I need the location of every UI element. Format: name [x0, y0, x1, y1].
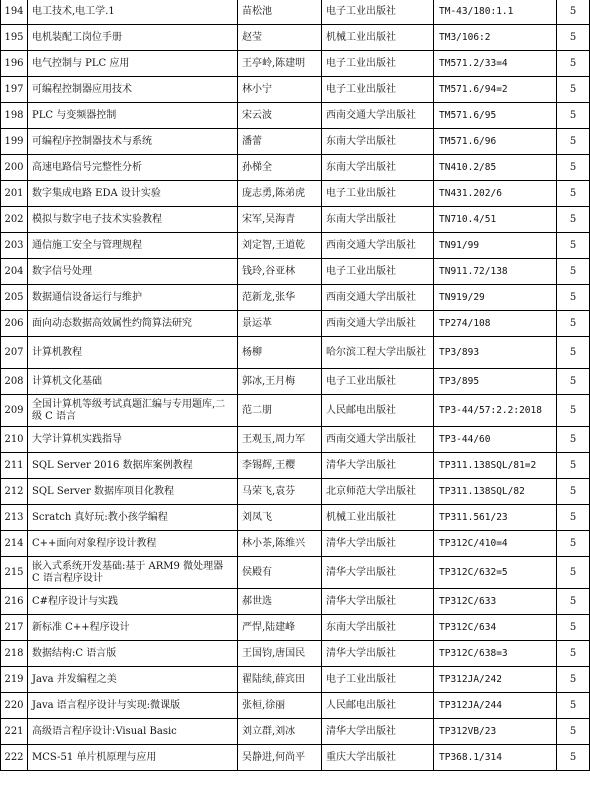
- publisher-cell: 西南交通大学出版社: [322, 427, 434, 453]
- publisher-cell: 电子工业出版社: [322, 259, 434, 285]
- table-row: [1, 369, 590, 395]
- copies-cell: 5: [557, 337, 590, 369]
- publisher-cell: 清华大学出版社: [322, 641, 434, 667]
- call-number-cell: TM571.6/96: [434, 129, 557, 155]
- book-title-cell: 模拟与数字电子技术实验教程: [28, 207, 238, 233]
- author-cell: 郭冰,王月梅: [238, 369, 322, 395]
- author-cell: 林小宁: [238, 77, 322, 103]
- table-row: [1, 25, 590, 51]
- publisher-cell: 西南交通大学出版社: [322, 285, 434, 311]
- author-cell: 郝世选: [238, 589, 322, 615]
- table-row: [1, 557, 590, 589]
- author-cell: 宋军,吴海青: [238, 207, 322, 233]
- author-cell: 张桓,徐丽: [238, 693, 322, 719]
- table-row: [1, 531, 590, 557]
- book-title-cell: 数字集成电路 EDA 设计实验: [28, 181, 238, 207]
- publisher-cell: 东南大学出版社: [322, 615, 434, 641]
- author-cell: 马荣飞,袁芬: [238, 479, 322, 505]
- call-number-cell: TP3-44/60: [434, 427, 557, 453]
- publisher-cell: 电子工业出版社: [322, 181, 434, 207]
- author-cell: 吴静进,何尚平: [238, 745, 322, 771]
- author-cell: 刘立群,刘冰: [238, 719, 322, 745]
- author-cell: 王观玉,周力军: [238, 427, 322, 453]
- row-number-cell: 205: [1, 285, 28, 311]
- book-title-cell: C++面向对象程序设计教程: [28, 531, 238, 557]
- copies-cell: 5: [557, 0, 590, 25]
- author-cell: 钱玲,谷亚林: [238, 259, 322, 285]
- publisher-cell: 电子工业出版社: [322, 667, 434, 693]
- copies-cell: 5: [557, 285, 590, 311]
- book-title-cell: 电工技术,电工学.1: [28, 0, 238, 25]
- row-number-cell: 202: [1, 207, 28, 233]
- copies-cell: 5: [557, 667, 590, 693]
- call-number-cell: TN919/29: [434, 285, 557, 311]
- call-number-cell: TM571.2/33=4: [434, 51, 557, 77]
- book-title-cell: Java 语言程序设计与实现:微课版: [28, 693, 238, 719]
- call-number-cell: TP312C/410=4: [434, 531, 557, 557]
- author-cell: 王亭岭,陈建明: [238, 51, 322, 77]
- row-number-cell: 217: [1, 615, 28, 641]
- table-row: [1, 51, 590, 77]
- table-row: [1, 181, 590, 207]
- author-cell: 孙梯全: [238, 155, 322, 181]
- table-row: [1, 0, 590, 25]
- call-number-cell: TP311.561/23: [434, 505, 557, 531]
- row-number-cell: 206: [1, 311, 28, 337]
- publisher-cell: 机械工业出版社: [322, 505, 434, 531]
- author-cell: 林小茶,陈维兴: [238, 531, 322, 557]
- copies-cell: 5: [557, 129, 590, 155]
- row-number-cell: 195: [1, 25, 28, 51]
- table-row: [1, 129, 590, 155]
- row-number-cell: 215: [1, 557, 28, 589]
- book-title-cell: 计算机教程: [28, 337, 238, 369]
- table-row: [1, 719, 590, 745]
- call-number-cell: TP312JA/242: [434, 667, 557, 693]
- publisher-cell: 西南交通大学出版社: [322, 233, 434, 259]
- row-number-cell: 208: [1, 369, 28, 395]
- publisher-cell: 机械工业出版社: [322, 25, 434, 51]
- publisher-cell: 清华大学出版社: [322, 719, 434, 745]
- call-number-cell: TP312C/633: [434, 589, 557, 615]
- publisher-cell: 哈尔滨工程大学出版社: [322, 337, 434, 369]
- row-number-cell: 221: [1, 719, 28, 745]
- copies-cell: 5: [557, 51, 590, 77]
- call-number-cell: TP3-44/57:2.2:2018: [434, 395, 557, 427]
- copies-cell: 5: [557, 395, 590, 427]
- copies-cell: 5: [557, 155, 590, 181]
- copies-cell: 5: [557, 719, 590, 745]
- table-row: [1, 233, 590, 259]
- copies-cell: 5: [557, 615, 590, 641]
- author-cell: 景运革: [238, 311, 322, 337]
- row-number-cell: 209: [1, 395, 28, 427]
- book-title-cell: C#程序设计与实践: [28, 589, 238, 615]
- publisher-cell: 清华大学出版社: [322, 557, 434, 589]
- copies-cell: 5: [557, 25, 590, 51]
- book-title-cell: MCS-51 单片机原理与应用: [28, 745, 238, 771]
- row-number-cell: 211: [1, 453, 28, 479]
- book-title-cell: 电机装配工岗位手册: [28, 25, 238, 51]
- author-cell: 刘定智,王道乾: [238, 233, 322, 259]
- row-number-cell: 222: [1, 745, 28, 771]
- copies-cell: 5: [557, 531, 590, 557]
- book-title-cell: 可编程控制器应用技术: [28, 77, 238, 103]
- row-number-cell: 218: [1, 641, 28, 667]
- row-number-cell: 200: [1, 155, 28, 181]
- publisher-cell: 西南交通大学出版社: [322, 311, 434, 337]
- call-number-cell: TM571.6/94=2: [434, 77, 557, 103]
- call-number-cell: TP3/895: [434, 369, 557, 395]
- author-cell: 王国钧,唐国民: [238, 641, 322, 667]
- book-title-cell: 计算机文化基础: [28, 369, 238, 395]
- row-number-cell: 214: [1, 531, 28, 557]
- row-number-cell: 219: [1, 667, 28, 693]
- table-row: [1, 589, 590, 615]
- book-title-cell: SQL Server 数据库项目化教程: [28, 479, 238, 505]
- publisher-cell: 重庆大学出版社: [322, 745, 434, 771]
- call-number-cell: TP312VB/23: [434, 719, 557, 745]
- row-number-cell: 210: [1, 427, 28, 453]
- call-number-cell: TN431.202/6: [434, 181, 557, 207]
- book-title-cell: 电气控制与 PLC 应用: [28, 51, 238, 77]
- row-number-cell: 216: [1, 589, 28, 615]
- row-number-cell: 199: [1, 129, 28, 155]
- author-cell: 杨柳: [238, 337, 322, 369]
- table-row: [1, 311, 590, 337]
- author-cell: 范二朋: [238, 395, 322, 427]
- row-number-cell: 197: [1, 77, 28, 103]
- publisher-cell: 西南交通大学出版社: [322, 103, 434, 129]
- copies-cell: 5: [557, 233, 590, 259]
- table-row: [1, 745, 590, 771]
- author-cell: 侯殿有: [238, 557, 322, 589]
- call-number-cell: TP312JA/244: [434, 693, 557, 719]
- table-row: [1, 479, 590, 505]
- book-title-cell: 数据通信设备运行与维护: [28, 285, 238, 311]
- book-title-cell: 可编程序控制器技术与系统: [28, 129, 238, 155]
- author-cell: 翟陆续,薛宾田: [238, 667, 322, 693]
- call-number-cell: TP312C/638=3: [434, 641, 557, 667]
- author-cell: 潘蕾: [238, 129, 322, 155]
- call-number-cell: TP368.1/314: [434, 745, 557, 771]
- book-title-cell: 通信施工安全与管理规程: [28, 233, 238, 259]
- copies-cell: 5: [557, 181, 590, 207]
- publisher-cell: 东南大学出版社: [322, 155, 434, 181]
- table-row: [1, 155, 590, 181]
- row-number-cell: 194: [1, 0, 28, 25]
- call-number-cell: TN710.4/51: [434, 207, 557, 233]
- table-row: [1, 103, 590, 129]
- row-number-cell: 204: [1, 259, 28, 285]
- publisher-cell: 人民邮电出版社: [322, 395, 434, 427]
- author-cell: 刘凤飞: [238, 505, 322, 531]
- call-number-cell: TP312C/634: [434, 615, 557, 641]
- book-title-cell: PLC 与变频器控制: [28, 103, 238, 129]
- copies-cell: 5: [557, 427, 590, 453]
- author-cell: 严悍,陆建峰: [238, 615, 322, 641]
- publisher-cell: 电子工业出版社: [322, 0, 434, 25]
- author-cell: 赵莹: [238, 25, 322, 51]
- call-number-cell: TP311.138SQL/82: [434, 479, 557, 505]
- table-row: [1, 337, 590, 369]
- row-number-cell: 196: [1, 51, 28, 77]
- table-row: [1, 453, 590, 479]
- book-title-cell: 面向动态数据高效属性约简算法研究: [28, 311, 238, 337]
- book-title-cell: Scratch 真好玩:教小孩学编程: [28, 505, 238, 531]
- call-number-cell: TP3/893: [434, 337, 557, 369]
- table-row: [1, 667, 590, 693]
- row-number-cell: 212: [1, 479, 28, 505]
- book-title-cell: 嵌入式系统开发基础:基于 ARM9 微处理器 C 语言程序设计: [28, 557, 238, 589]
- publisher-cell: 电子工业出版社: [322, 369, 434, 395]
- copies-cell: 5: [557, 589, 590, 615]
- table-row: [1, 505, 590, 531]
- publisher-cell: 电子工业出版社: [322, 51, 434, 77]
- author-cell: 范新龙,张华: [238, 285, 322, 311]
- copies-cell: 5: [557, 641, 590, 667]
- author-cell: 宋云波: [238, 103, 322, 129]
- copies-cell: 5: [557, 103, 590, 129]
- call-number-cell: TN410.2/85: [434, 155, 557, 181]
- publisher-cell: 东南大学出版社: [322, 129, 434, 155]
- copies-cell: 5: [557, 479, 590, 505]
- copies-cell: 5: [557, 369, 590, 395]
- table-row: [1, 615, 590, 641]
- copies-cell: 5: [557, 745, 590, 771]
- copies-cell: 5: [557, 311, 590, 337]
- publisher-cell: 清华大学出版社: [322, 589, 434, 615]
- publisher-cell: 清华大学出版社: [322, 531, 434, 557]
- book-title-cell: 数字信号处理: [28, 259, 238, 285]
- table-row: [1, 395, 590, 427]
- book-title-cell: 数据结构:C 语言版: [28, 641, 238, 667]
- row-number-cell: 220: [1, 693, 28, 719]
- book-title-cell: 大学计算机实践指导: [28, 427, 238, 453]
- call-number-cell: TN911.72/138: [434, 259, 557, 285]
- copies-cell: 5: [557, 207, 590, 233]
- copies-cell: 5: [557, 453, 590, 479]
- row-number-cell: 203: [1, 233, 28, 259]
- row-number-cell: 198: [1, 103, 28, 129]
- call-number-cell: TP312C/632=5: [434, 557, 557, 589]
- table-row: [1, 693, 590, 719]
- table-row: [1, 259, 590, 285]
- table-row: [1, 207, 590, 233]
- copies-cell: 5: [557, 693, 590, 719]
- author-cell: 苗松池: [238, 0, 322, 25]
- table-row: [1, 427, 590, 453]
- call-number-cell: TM-43/180:1.1: [434, 0, 557, 25]
- call-number-cell: TN91/99: [434, 233, 557, 259]
- copies-cell: 5: [557, 259, 590, 285]
- publisher-cell: 东南大学出版社: [322, 207, 434, 233]
- call-number-cell: TP274/108: [434, 311, 557, 337]
- row-number-cell: 201: [1, 181, 28, 207]
- publisher-cell: 人民邮电出版社: [322, 693, 434, 719]
- call-number-cell: TP311.138SQL/81=2: [434, 453, 557, 479]
- author-cell: 庞志勇,陈弟虎: [238, 181, 322, 207]
- table-body: [1, 0, 590, 771]
- copies-cell: 5: [557, 77, 590, 103]
- table-row: [1, 285, 590, 311]
- row-number-cell: 213: [1, 505, 28, 531]
- book-title-cell: 新标准 C++程序设计: [28, 615, 238, 641]
- copies-cell: 5: [557, 505, 590, 531]
- publisher-cell: 电子工业出版社: [322, 77, 434, 103]
- book-title-cell: 高速电路信号完整性分析: [28, 155, 238, 181]
- book-title-cell: Java 并发编程之美: [28, 667, 238, 693]
- table-row: [1, 641, 590, 667]
- table-row: [1, 77, 590, 103]
- call-number-cell: TM571.6/95: [434, 103, 557, 129]
- book-title-cell: 高级语言程序设计:Visual Basic: [28, 719, 238, 745]
- publisher-cell: 北京师范大学出版社: [322, 479, 434, 505]
- book-title-cell: SQL Server 2016 数据库案例教程: [28, 453, 238, 479]
- call-number-cell: TM3/106:2: [434, 25, 557, 51]
- book-title-cell: 全国计算机等级考试真题汇编与专用题库,二级 C 语言: [28, 395, 238, 427]
- author-cell: 李锡辉,王樱: [238, 453, 322, 479]
- publisher-cell: 清华大学出版社: [322, 453, 434, 479]
- copies-cell: 5: [557, 557, 590, 589]
- row-number-cell: 207: [1, 337, 28, 369]
